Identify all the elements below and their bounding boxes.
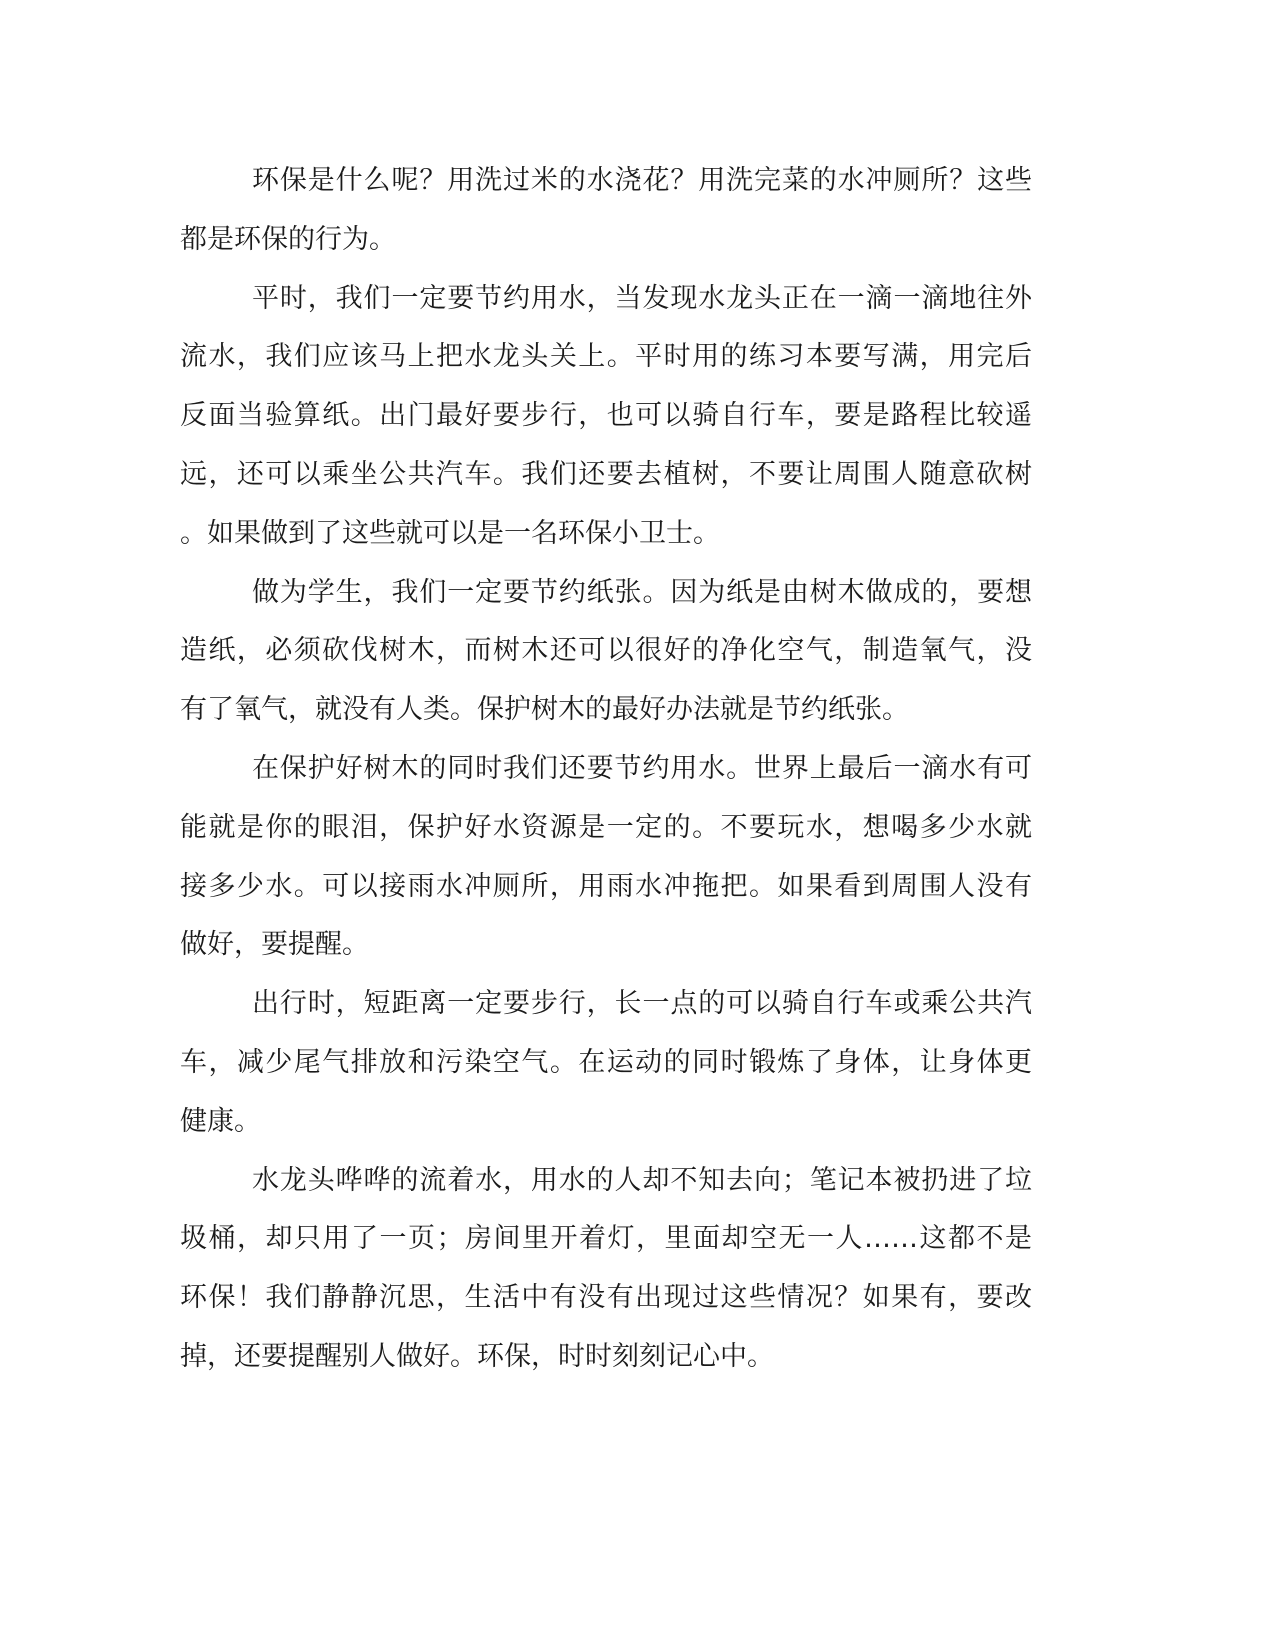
text-line: 出行时，短距离一定要步行，长一点的可以骑自行车或乘公共汽 xyxy=(252,988,1032,1020)
paragraph xyxy=(180,152,1032,270)
text-line: 平时，我们一定要节约用水，当发现水龙头正在一滴一滴地往外 xyxy=(252,282,1032,314)
paragraph xyxy=(180,975,1032,1151)
text-line: 造纸，必须砍伐树木，而树木还可以很好的净化空气，制造氧气，没 xyxy=(180,635,1032,667)
essay-body xyxy=(180,152,1032,1387)
text-line: 做好，要提醒。 xyxy=(180,929,369,961)
text-line: 都是环保的行为。 xyxy=(180,223,396,255)
text-line: 车，减少尾气排放和污染空气。在运动的同时锻炼了身体，让身体更 xyxy=(180,1046,1032,1078)
text-line: 环保是什么呢？用洗过米的水浇花？用洗完菜的水冲厕所？这些 xyxy=(252,165,1032,196)
paragraph xyxy=(180,270,1032,564)
text-line: 健康。 xyxy=(180,1105,261,1137)
text-line: 掉，还要提醒别人做好。环保，时时刻刻记心中。 xyxy=(180,1340,774,1372)
text-line: 在保护好树木的同时我们还要节约用水。世界上最后一滴水有可 xyxy=(252,752,1032,784)
text-line: 水龙头哗哗的流着水，用水的人却不知去向；笔记本被扔进了垃 xyxy=(252,1164,1032,1196)
text-line: 远，还可以乘坐公共汽车。我们还要去植树，不要让周围人随意砍树 xyxy=(180,458,1032,490)
text-line: 。如果做到了这些就可以是一名环保小卫士。 xyxy=(180,517,720,549)
text-line: 圾桶，却只用了一页；房间里开着灯，里面却空无一人……这都不是 xyxy=(180,1223,1032,1255)
text-line: 做为学生，我们一定要节约纸张。因为纸是由树木做成的，要想 xyxy=(252,576,1032,608)
text-line: 流水，我们应该马上把水龙头关上。平时用的练习本要写满，用完后 xyxy=(180,341,1032,373)
paragraph xyxy=(180,564,1032,740)
text-line: 有了氧气，就没有人类。保护树木的最好办法就是节约纸张。 xyxy=(180,694,909,726)
text-line: 环保！我们静静沉思，生活中有没有出现过这些情况？如果有，要改 xyxy=(180,1282,1032,1314)
text-line: 反面当验算纸。出门最好要步行，也可以骑自行车，要是路程比较遥 xyxy=(180,400,1032,432)
paragraph xyxy=(180,740,1032,975)
paragraph xyxy=(180,1152,1032,1387)
text-line: 能就是你的眼泪，保护好水资源是一定的。不要玩水，想喝多少水就 xyxy=(180,811,1032,843)
text-line: 接多少水。可以接雨水冲厕所，用雨水冲拖把。如果看到周围人没有 xyxy=(180,870,1032,902)
